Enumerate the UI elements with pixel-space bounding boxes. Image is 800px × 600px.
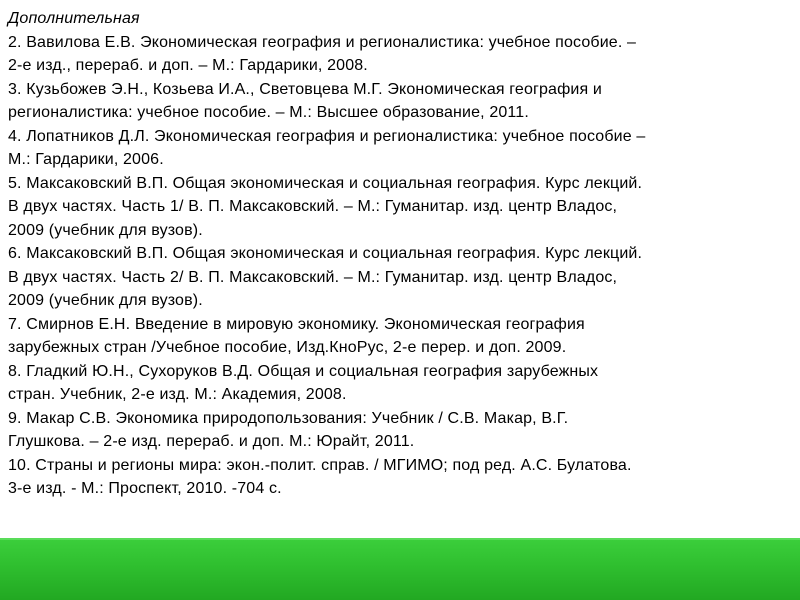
bibliography-entry-7: [8, 313, 796, 360]
entry-line: зарубежных стран /Учебное пособие, Изд.КноРус, 2-е перер. и доп. 2009.: [8, 339, 567, 356]
bibliography-entry-5: [8, 172, 796, 243]
entry-line: стран. Учебник, 2-е изд. М.: Академия, 2008.: [8, 386, 347, 403]
entry-line: 6. Максаковский В.П. Общая экономическая и социальная география. Курс лекций.: [8, 245, 643, 262]
entry-line: В двух частях. Часть 2/ В. П. Максаковский. – М.: Гуманитар. изд. центр Владос,: [8, 268, 618, 286]
entry-line: В двух частях. Часть 1/ В. П. Максаковский. – М.: Гуманитар. изд. центр Владос,: [8, 198, 618, 215]
bibliography-entry-6: [8, 242, 796, 313]
bibliography-entry-10: [8, 454, 796, 501]
entry-line: 3. Кузьбожев Э.Н., Козьева И.А., Световцева М.Г. Экономическая география и: [8, 80, 602, 98]
entry-line: 8. Гладкий Ю.Н., Сухоруков В.Д. Общая и социальная география зарубежных: [8, 362, 599, 380]
entry-line: 2009 (учебник для вузов).: [8, 221, 203, 239]
bibliography-entry-2: [8, 31, 796, 78]
entry-line: М.: Гардарики, 2006.: [8, 151, 164, 168]
bibliography-entry-4: [8, 125, 796, 172]
entry-line: Глушкова. – 2-е изд. перераб. и доп. М.: Юрайт, 2011.: [8, 433, 415, 450]
entry-line: 4. Лопатников Д.Л. Экономическая география и регионалистика: учебное пособие –: [8, 127, 646, 145]
entry-line: регионалистика: учебное пособие. – М.: Высшее образование, 2011.: [8, 104, 529, 121]
bibliography-content: [8, 7, 796, 501]
bibliography-entry-3: [8, 78, 796, 125]
section-heading: Дополнительная: [8, 10, 140, 27]
entry-line: 3-е изд. - М.: Проспект, 2010. -704 с.: [8, 480, 282, 497]
entry-line: 10. Страны и регионы мира: экон.-полит. справ. / МГИМО; под ред. А.С. Булатова.: [8, 456, 632, 474]
bibliography-entry-8: [8, 360, 796, 407]
entry-line: 7. Смирнов Е.Н. Введение в мировую экономику. Экономическая география: [8, 315, 585, 333]
entry-line: 2. Вавилова Е.В. Экономическая география и регионалистика: учебное пособие. –: [8, 33, 637, 51]
bibliography-entry-9: [8, 407, 796, 454]
entry-line: 5. Максаковский В.П. Общая экономическая и социальная география. Курс лекций.: [8, 174, 643, 192]
footer-bar: [0, 538, 800, 600]
entry-line: 2-е изд., перераб. и доп. – М.: Гардарики, 2008.: [8, 57, 368, 74]
entry-line: 2009 (учебник для вузов).: [8, 292, 203, 309]
entry-line: 9. Макар С.В. Экономика природопользования: Учебник / С.В. Макар, В.Г.: [8, 409, 569, 427]
